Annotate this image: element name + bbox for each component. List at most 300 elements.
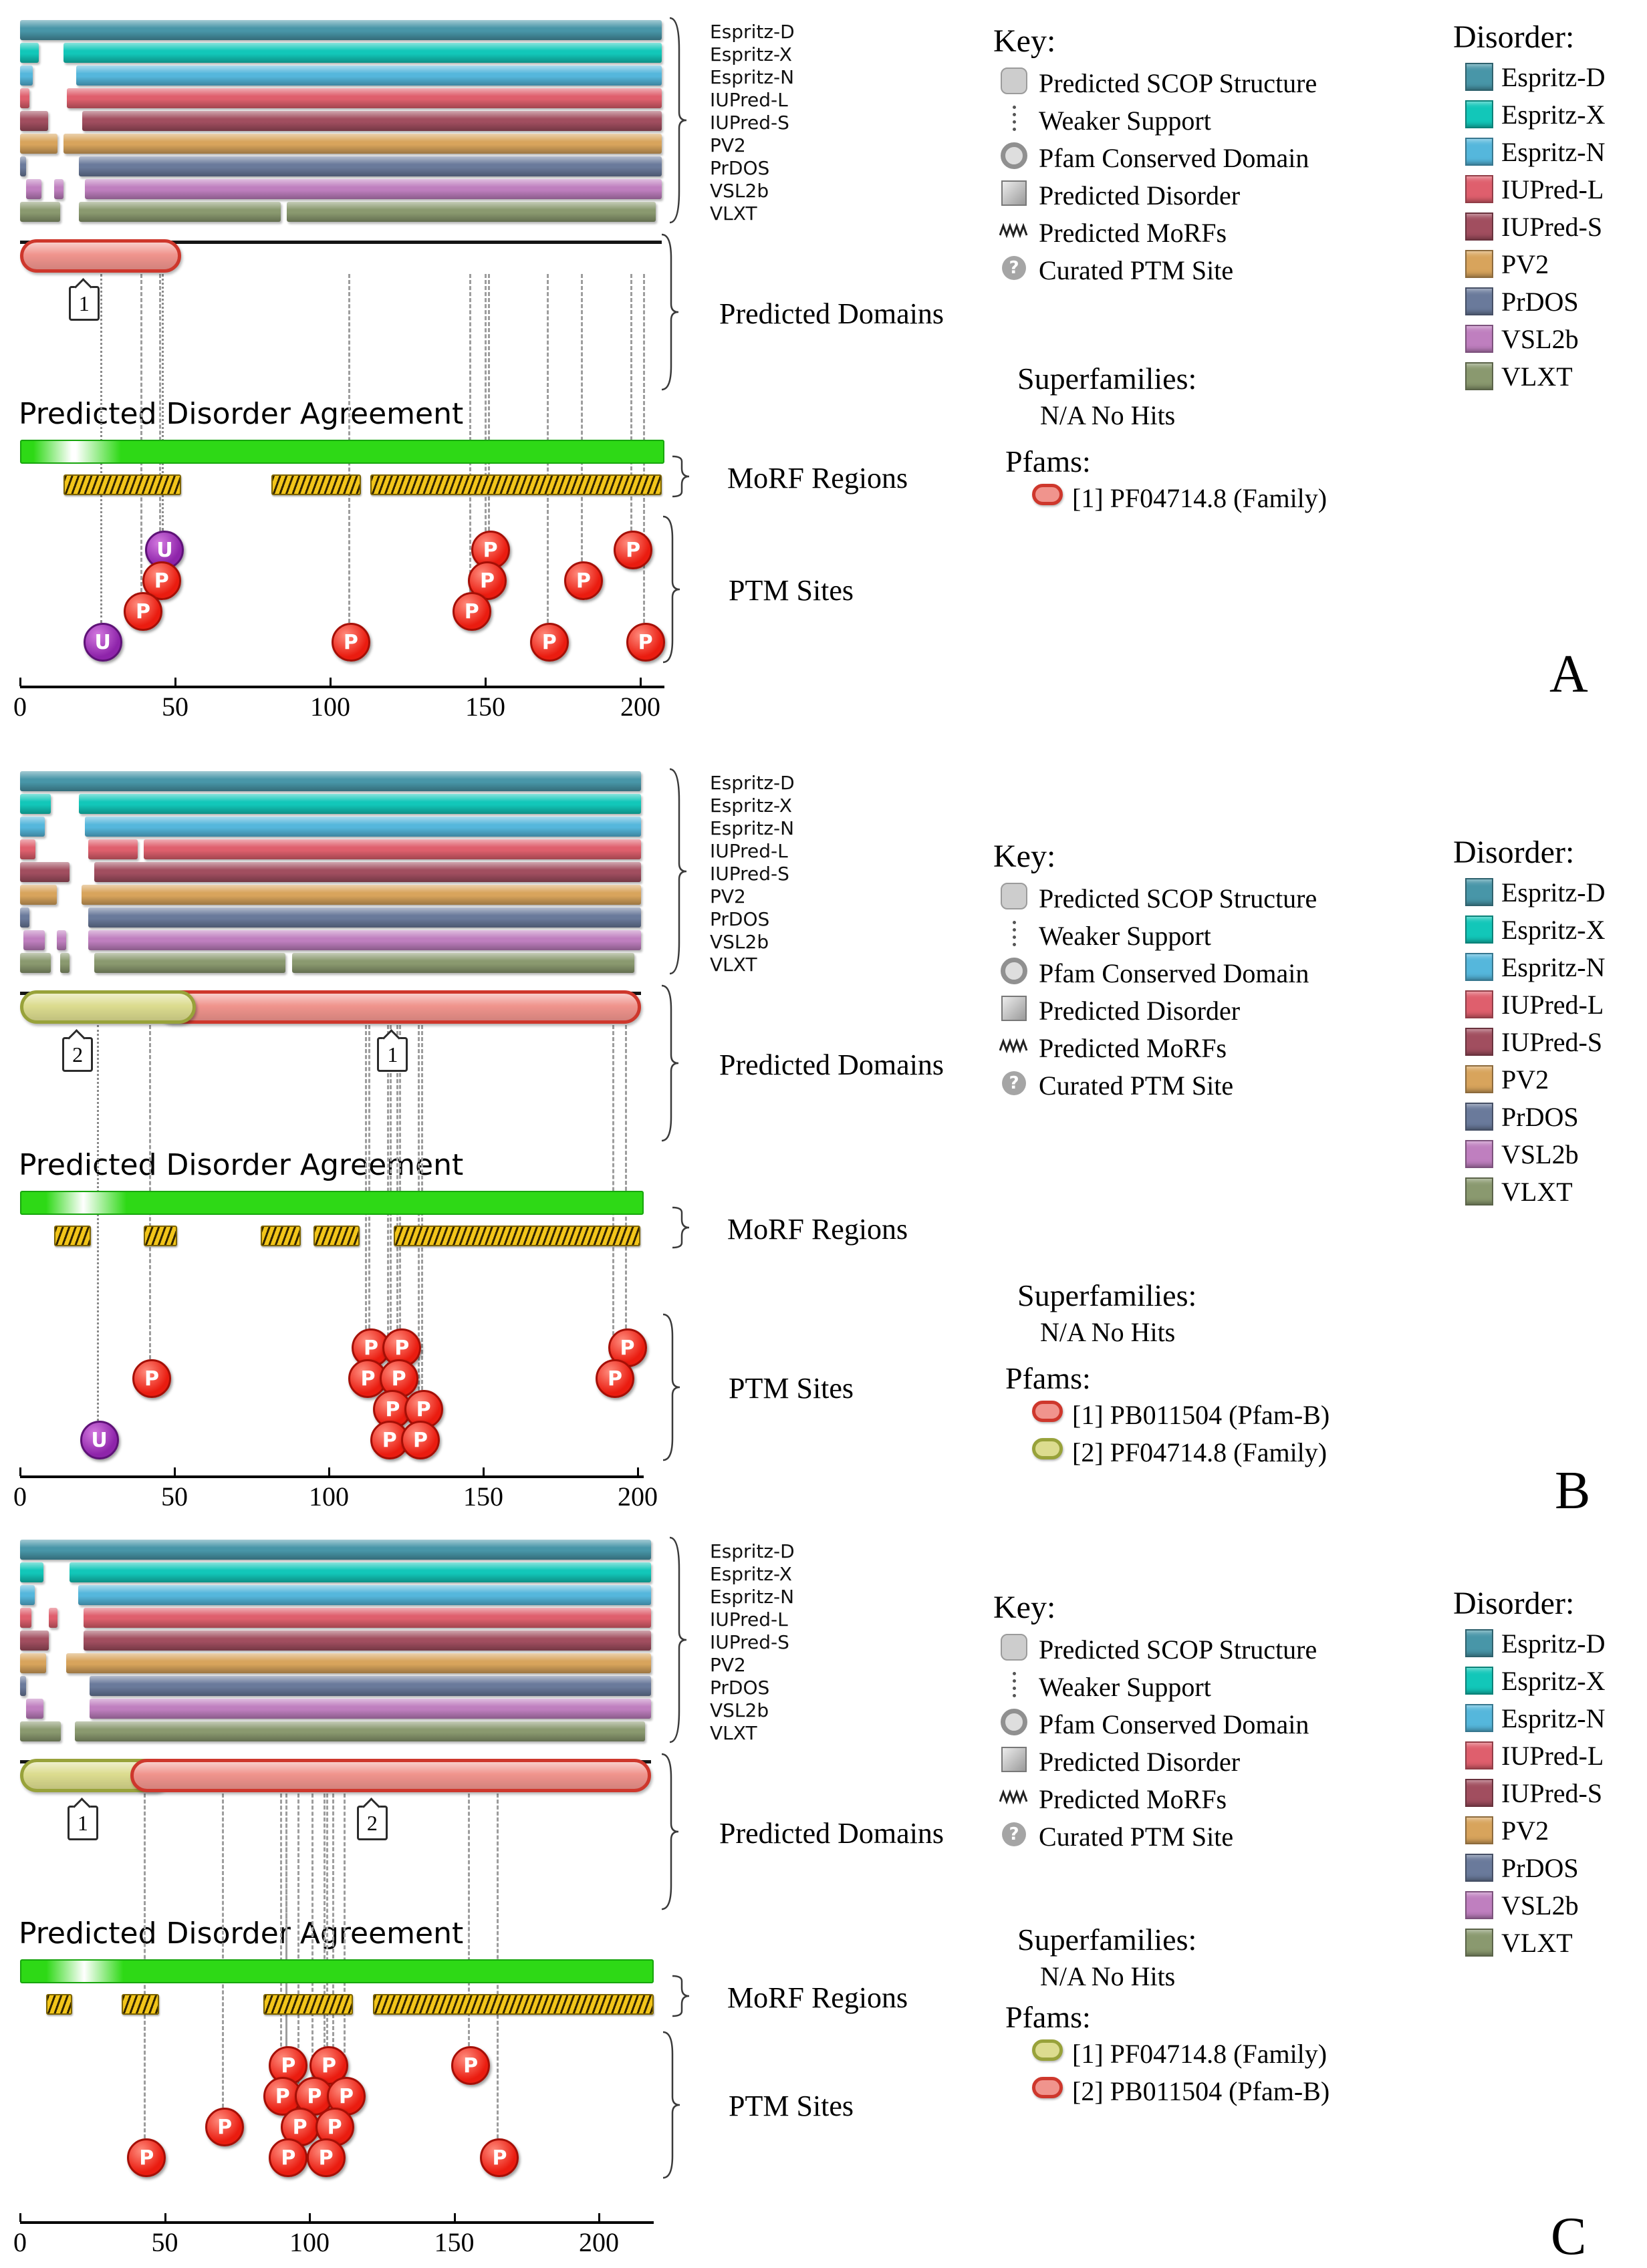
disorder-legend-title: Disorder:: [1453, 19, 1575, 55]
disorder-legend-title: Disorder:: [1453, 1586, 1575, 1621]
track-segment-VSL2b: [23, 930, 45, 950]
disorder-legend-swatch-VLXT: [1465, 362, 1493, 390]
track-segment-Espritz-N: [85, 817, 641, 837]
ptm-site-P: P: [205, 2108, 244, 2146]
track-segment-PrDOS: [20, 907, 29, 928]
track-label-VSL2b: VSL2b: [710, 180, 769, 202]
morf-regions-label: MoRF Regions: [727, 462, 908, 494]
panel-letter-A: A: [1549, 645, 1588, 704]
track-segment-Espritz-D: [20, 20, 662, 40]
morf-bar: [263, 1994, 353, 2015]
panel-B: [0, 763, 1647, 1537]
predicted-disorder-icon: [999, 178, 1029, 208]
superfamilies-value: N/A No Hits: [1040, 400, 1176, 430]
morf-bar: [271, 474, 361, 495]
morf-zigzag-shape: [999, 1038, 1029, 1053]
disorder-legend-swatch-IUPred-S: [1465, 212, 1493, 241]
pfam-item-label: [2] PB011504 (Pfam-B): [1072, 2076, 1330, 2106]
pfams-title: Pfams:: [1005, 1361, 1091, 1395]
disorder-agreement-bar: [20, 1191, 644, 1215]
track-label-PV2: PV2: [710, 885, 746, 907]
ptm-site-icon: [999, 253, 1029, 283]
predicted-disorder-shape: [1001, 996, 1027, 1021]
track-segment-VSL2b: [26, 179, 41, 199]
predicted-disorder-icon: [999, 993, 1029, 1024]
ptm-site-P: P: [382, 1328, 421, 1367]
morf-bar: [64, 474, 181, 495]
track-label-Espritz-X: Espritz-X: [710, 795, 792, 817]
track-segment-VLXT: [94, 953, 285, 973]
agreement-title: Predicted Disorder Agreement: [19, 1148, 464, 1182]
ptm-connector-line: [581, 274, 583, 561]
axis-tick: [485, 678, 487, 686]
disorder-legend-swatch-IUPred-S: [1465, 1028, 1493, 1056]
track-segment-Espritz-X: [20, 794, 51, 814]
key-item-label: Curated PTM Site: [1039, 1822, 1234, 1852]
disorder-legend-label: PV2: [1501, 1816, 1549, 1846]
disorder-legend-label: Espritz-D: [1501, 62, 1606, 92]
track-label-IUPred-S: IUPred-S: [710, 863, 789, 885]
ptm-site-P: P: [332, 623, 370, 662]
axis-tick: [454, 2213, 456, 2222]
key-item-label: Predicted Disorder: [1039, 996, 1241, 1026]
axis-tick-label: 50: [162, 692, 188, 722]
axis-tick-label: 0: [13, 1481, 27, 1512]
track-segment-Espritz-N: [78, 1585, 651, 1605]
key-item-label: Weaker Support: [1039, 106, 1211, 136]
domain-tag-2: [62, 1037, 93, 1072]
morf-icon: [999, 215, 1029, 246]
weaker-support-shape: [1013, 1672, 1016, 1697]
domain-pill-1: [156, 990, 640, 1024]
disorder-legend-swatch-PrDOS: [1465, 287, 1493, 315]
domain-tag-2: [357, 1806, 388, 1840]
scop-structure-shape: [1001, 67, 1027, 94]
ptm-site-P: P: [370, 1421, 409, 1459]
disorder-legend-swatch-IUPred-L: [1465, 990, 1493, 1018]
morf-brace: [668, 1206, 691, 1250]
morf-bar: [261, 1226, 300, 1246]
track-segment-PV2: [66, 1653, 651, 1673]
ptm-site-P: P: [309, 2046, 348, 2085]
track-segment-VLXT: [60, 953, 70, 973]
domains-brace: [658, 984, 680, 1143]
ptm-connector-line: [159, 274, 161, 561]
ptm-site-P: P: [530, 623, 569, 662]
domain-tag-number: 2: [366, 1810, 378, 1835]
x-axis-line: [20, 1475, 644, 1478]
ptm-site-U: U: [145, 531, 184, 569]
key-item-label: Predicted MoRFs: [1039, 1784, 1227, 1814]
domains-brace: [658, 1752, 680, 1911]
ptm-site-P: P: [132, 1359, 171, 1398]
predicted-domains-label: Predicted Domains: [719, 1048, 944, 1081]
ptm-connector-line: [469, 274, 471, 592]
disorder-legend-swatch-PV2: [1465, 1065, 1493, 1093]
pfam-domain-icon: [999, 1707, 1029, 1737]
disorder-legend-label: IUPred-L: [1501, 174, 1604, 204]
track-segment-Espritz-N: [20, 817, 45, 837]
ptm-connector-line: [311, 1794, 313, 2077]
predicted-disorder-icon: [999, 1744, 1029, 1775]
pfam-marker-olive: [1032, 2039, 1063, 2061]
key-item-label: Predicted Disorder: [1039, 1747, 1241, 1777]
track-segment-IUPred-L: [67, 88, 662, 108]
ptm-site-shape: ?: [1002, 1071, 1026, 1095]
morf-regions-label: MoRF Regions: [727, 1981, 908, 2014]
disorder-legend-swatch-PrDOS: [1465, 1103, 1493, 1131]
track-segment-PrDOS: [88, 907, 641, 928]
ptm-site-icon: [999, 1819, 1029, 1850]
track-segment-IUPred-L: [20, 88, 29, 108]
axis-tick: [19, 678, 21, 686]
disorder-legend-swatch-Espritz-N: [1465, 138, 1493, 166]
disorder-legend-swatch-PrDOS: [1465, 1854, 1493, 1882]
ptm-site-icon: [999, 1068, 1029, 1099]
track-label-IUPred-L: IUPred-L: [710, 1608, 788, 1631]
axis-tick: [19, 2213, 21, 2222]
x-axis-line: [20, 2221, 654, 2224]
disorder-legend-label: IUPred-S: [1501, 1027, 1603, 1057]
agreement-title: Predicted Disorder Agreement: [19, 1917, 464, 1951]
key-item-label: Curated PTM Site: [1039, 1071, 1234, 1101]
pfam-domain-icon: [999, 140, 1029, 171]
ptm-site-P: P: [373, 1390, 412, 1429]
ptm-brace: [659, 2030, 682, 2180]
axis-tick-label: 100: [310, 692, 350, 722]
disorder-legend-label: IUPred-S: [1501, 1778, 1603, 1808]
superfamilies-title: Superfamilies:: [1017, 362, 1197, 396]
ptm-site-P: P: [626, 623, 665, 662]
disorder-legend-label: Espritz-X: [1501, 100, 1606, 130]
axis-tick: [483, 1467, 485, 1476]
ptm-site-P: P: [608, 1328, 647, 1367]
domain-tag-number: 2: [72, 1042, 84, 1067]
axis-tick: [164, 2213, 166, 2222]
pfam-marker-red: [1032, 2077, 1063, 2098]
track-segment-PV2: [64, 134, 662, 154]
key-item-label: Predicted MoRFs: [1039, 1033, 1227, 1063]
disorder-legend-label: VLXT: [1501, 1177, 1573, 1207]
track-label-Espritz-N: Espritz-N: [710, 817, 795, 839]
track-label-VLXT: VLXT: [710, 1722, 757, 1744]
track-segment-PV2: [82, 885, 640, 905]
ptm-site-P: P: [614, 531, 652, 569]
weaker-support-shape: [1013, 106, 1016, 131]
track-label-PrDOS: PrDOS: [710, 157, 770, 179]
ptm-connector-line: [140, 274, 142, 592]
track-segment-IUPred-S: [20, 1631, 49, 1651]
morf-icon: [999, 1782, 1029, 1812]
key-item-label: Predicted SCOP Structure: [1039, 883, 1317, 913]
disorder-legend-label: VSL2b: [1501, 1890, 1579, 1921]
pfam-item-label: [1] PF04714.8 (Family): [1072, 483, 1327, 513]
panel-C: [0, 1532, 1647, 2268]
tracks-brace: [666, 1536, 688, 1744]
ptm-site-P: P: [380, 1359, 418, 1398]
track-label-IUPred-S: IUPred-S: [710, 1631, 789, 1653]
track-label-PV2: PV2: [710, 134, 746, 156]
track-label-PrDOS: PrDOS: [710, 908, 770, 930]
morf-regions-label: MoRF Regions: [727, 1213, 908, 1246]
track-segment-Espritz-X: [70, 1562, 651, 1582]
disorder-legend-label: Espritz-N: [1501, 137, 1606, 167]
track-segment-IUPred-S: [84, 1631, 651, 1651]
pfam-domain-icon: [999, 956, 1029, 986]
domain-tag-1: [377, 1037, 408, 1072]
track-label-Espritz-X: Espritz-X: [710, 1563, 792, 1585]
track-label-Espritz-D: Espritz-D: [710, 1540, 795, 1562]
pfam-domain-shape: [1001, 142, 1027, 169]
track-segment-IUPred-S: [82, 111, 662, 131]
domain-tag-number: 1: [77, 1810, 88, 1835]
superfamilies-value: N/A No Hits: [1040, 1961, 1176, 1991]
disorder-legend-label: VSL2b: [1501, 324, 1579, 354]
agreement-title: Predicted Disorder Agreement: [19, 397, 464, 431]
track-segment-Espritz-D: [20, 771, 641, 791]
ptm-site-P: P: [348, 1359, 387, 1398]
axis-tick-label: 200: [618, 1481, 658, 1512]
key-item-label: Pfam Conserved Domain: [1039, 143, 1309, 173]
disorder-legend-swatch-VSL2b: [1465, 325, 1493, 353]
domain-tag-1: [69, 286, 100, 321]
tracks-brace: [666, 767, 688, 976]
track-segment-IUPred-L: [49, 1608, 57, 1628]
axis-tick-label: 200: [620, 692, 660, 722]
ptm-site-P: P: [127, 2138, 166, 2177]
weaker-support-icon: [999, 103, 1029, 134]
track-label-VLXT: VLXT: [710, 202, 757, 225]
axis-tick: [174, 1467, 176, 1476]
track-segment-VLXT: [79, 202, 281, 222]
key-title: Key:: [993, 23, 1056, 59]
axis-tick-label: 150: [465, 692, 505, 722]
disorder-legend-title: Disorder:: [1453, 835, 1575, 870]
disorder-legend-label: Espritz-X: [1501, 915, 1606, 945]
track-segment-PV2: [20, 134, 57, 154]
ptm-site-P: P: [468, 561, 507, 600]
key-item-label: Predicted SCOP Structure: [1039, 68, 1317, 98]
morf-bar: [313, 1226, 360, 1246]
weaker-support-icon: [999, 1669, 1029, 1700]
disorder-legend-swatch-IUPred-S: [1465, 1779, 1493, 1807]
disorder-legend-label: PrDOS: [1501, 287, 1579, 317]
ptm-site-P: P: [453, 592, 491, 631]
key-item-label: Curated PTM Site: [1039, 255, 1234, 285]
ptm-connector-line: [418, 1025, 420, 1421]
ptm-connector-line: [344, 1794, 346, 2077]
disorder-legend-swatch-PV2: [1465, 250, 1493, 278]
ptm-site-P: P: [327, 2077, 366, 2116]
domain-pill-1: [20, 239, 181, 273]
track-segment-IUPred-L: [88, 839, 138, 859]
morf-brace: [668, 1974, 691, 2018]
ptm-site-P: P: [451, 2046, 490, 2085]
weaker-support-shape: [1013, 921, 1016, 946]
ptm-site-P: P: [596, 1359, 634, 1398]
key-item-label: Pfam Conserved Domain: [1039, 1709, 1309, 1739]
track-segment-IUPred-L: [144, 839, 641, 859]
disorder-legend-label: VSL2b: [1501, 1139, 1579, 1169]
disorder-legend-swatch-VLXT: [1465, 1929, 1493, 1957]
ptm-connector-line: [280, 1794, 282, 2077]
ptm-sites-label: PTM Sites: [729, 2090, 854, 2122]
track-segment-Espritz-X: [79, 794, 641, 814]
disorder-legend-swatch-Espritz-D: [1465, 63, 1493, 91]
axis-tick-label: 0: [13, 2227, 27, 2257]
panel-letter-C: C: [1551, 2207, 1587, 2266]
scop-structure-shape: [1001, 1634, 1027, 1661]
ptm-connector-line: [222, 1794, 224, 2108]
axis-tick: [637, 1467, 639, 1476]
ptm-site-shape: ?: [1002, 256, 1026, 280]
ptm-connector-line: [485, 274, 487, 561]
morf-bar: [394, 1226, 640, 1246]
ptm-site-P: P: [142, 561, 181, 600]
x-axis-line: [20, 686, 664, 688]
track-label-VLXT: VLXT: [710, 954, 757, 976]
weaker-support-icon: [999, 918, 1029, 949]
axis-tick-label: 200: [579, 2227, 619, 2257]
ptm-site-U: U: [80, 1421, 119, 1459]
track-label-Espritz-X: Espritz-X: [710, 43, 792, 65]
track-segment-Espritz-N: [20, 1585, 35, 1605]
scop-structure-icon: [999, 881, 1029, 911]
axis-tick: [330, 678, 332, 686]
disorder-legend-swatch-Espritz-X: [1465, 915, 1493, 944]
axis-tick-label: 0: [13, 692, 27, 722]
ptm-connector-line: [625, 1025, 627, 1328]
axis-tick-label: 50: [161, 1481, 188, 1512]
pfam-item-label: [1] PB011504 (Pfam-B): [1072, 1400, 1330, 1430]
morf-brace: [668, 454, 691, 499]
domain-tag-number: 1: [387, 1042, 398, 1067]
key-item-label: Weaker Support: [1039, 1672, 1211, 1702]
disorder-legend-swatch-Espritz-N: [1465, 953, 1493, 981]
pfam-item-label: [2] PF04714.8 (Family): [1072, 1437, 1327, 1467]
disorder-legend-swatch-Espritz-X: [1465, 1667, 1493, 1695]
track-label-IUPred-L: IUPred-L: [710, 840, 788, 862]
disorder-legend-label: IUPred-L: [1501, 1741, 1604, 1771]
morf-bar: [46, 1994, 72, 2015]
disorder-agreement-bar: [20, 440, 664, 464]
disorder-legend-label: Espritz-D: [1501, 1628, 1606, 1659]
track-segment-Espritz-X: [20, 43, 39, 63]
track-segment-VSL2b: [85, 179, 662, 199]
disorder-legend-label: Espritz-N: [1501, 952, 1606, 982]
disorder-legend-swatch-Espritz-X: [1465, 100, 1493, 128]
disorder-legend-label: Espritz-X: [1501, 1666, 1606, 1696]
track-segment-IUPred-S: [20, 111, 48, 131]
ptm-site-U: U: [84, 623, 122, 662]
ptm-sites-label: PTM Sites: [729, 1372, 854, 1405]
axis-tick: [309, 2213, 311, 2222]
disorder-legend-swatch-PV2: [1465, 1816, 1493, 1844]
ptm-site-P: P: [269, 2046, 307, 2085]
panel-A: [0, 12, 1647, 747]
axis-tick-label: 100: [289, 2227, 330, 2257]
track-segment-VSL2b: [88, 930, 641, 950]
track-segment-IUPred-S: [20, 862, 70, 882]
disorder-legend-label: PrDOS: [1501, 1853, 1579, 1883]
superfamilies-title: Superfamilies:: [1017, 1923, 1197, 1957]
disorder-legend-swatch-Espritz-N: [1465, 1704, 1493, 1732]
track-segment-VLXT: [20, 202, 60, 222]
key-title: Key:: [993, 1590, 1056, 1625]
morf-bar: [373, 1994, 654, 2015]
track-segment-VLXT: [287, 202, 656, 222]
key-title: Key:: [993, 839, 1056, 874]
track-label-PV2: PV2: [710, 1654, 746, 1676]
disorder-legend-label: PV2: [1501, 249, 1549, 279]
track-segment-VLXT: [292, 953, 635, 973]
disorder-legend-swatch-VSL2b: [1465, 1140, 1493, 1168]
morf-icon: [999, 1030, 1029, 1061]
key-item-label: Predicted MoRFs: [1039, 218, 1227, 248]
track-label-Espritz-N: Espritz-N: [710, 66, 795, 88]
track-label-VSL2b: VSL2b: [710, 1699, 769, 1721]
domain-pill-2: [20, 990, 196, 1024]
axis-tick: [598, 2213, 600, 2222]
ptm-site-P: P: [263, 2077, 302, 2116]
predicted-domains-label: Predicted Domains: [719, 1817, 944, 1850]
ptm-site-P: P: [352, 1328, 390, 1367]
axis-tick-label: 100: [309, 1481, 349, 1512]
key-item-label: Predicted Disorder: [1039, 180, 1241, 210]
ptm-site-P: P: [269, 2138, 307, 2177]
ptm-site-P: P: [315, 2108, 354, 2146]
track-segment-VSL2b: [57, 930, 66, 950]
ptm-site-shape: ?: [1002, 1822, 1026, 1846]
ptm-site-P: P: [471, 531, 510, 569]
disorder-legend-label: PrDOS: [1501, 1102, 1579, 1132]
track-segment-VLXT: [20, 1721, 61, 1741]
ptm-sites-label: PTM Sites: [729, 574, 854, 607]
ptm-site-P: P: [281, 2108, 320, 2146]
disorder-legend-label: Espritz-D: [1501, 877, 1606, 907]
domain-tag-number: 1: [78, 291, 90, 315]
pfam-item-label: [1] PF04714.8 (Family): [1072, 2039, 1327, 2069]
track-label-Espritz-N: Espritz-N: [710, 1586, 795, 1608]
disorder-legend-label: VLXT: [1501, 1928, 1573, 1958]
morf-bar: [122, 1994, 159, 2015]
ptm-site-P: P: [404, 1390, 443, 1429]
ptm-connector-line: [368, 1025, 370, 1328]
ptm-site-P: P: [124, 592, 162, 631]
predicted-disorder-shape: [1001, 180, 1027, 206]
domain-tag-1: [68, 1806, 98, 1840]
morf-zigzag-shape: [999, 1790, 1029, 1804]
pfams-title: Pfams:: [1005, 2000, 1091, 2034]
disorder-legend-swatch-IUPred-L: [1465, 175, 1493, 203]
disorder-legend-swatch-VLXT: [1465, 1177, 1493, 1206]
disorder-legend-swatch-Espritz-D: [1465, 1629, 1493, 1657]
track-segment-VSL2b: [90, 1699, 651, 1719]
disorder-legend-label: IUPred-L: [1501, 990, 1604, 1020]
axis-tick: [328, 1467, 330, 1476]
pfam-domain-shape: [1001, 1709, 1027, 1735]
track-segment-IUPred-S: [94, 862, 641, 882]
track-segment-PrDOS: [79, 156, 662, 176]
track-label-IUPred-L: IUPred-L: [710, 89, 788, 111]
domain-pill-2: [130, 1759, 651, 1792]
disorder-legend-swatch-Espritz-D: [1465, 878, 1493, 906]
scop-structure-icon: [999, 1632, 1029, 1663]
ptm-connector-line: [97, 1025, 99, 1421]
scop-structure-icon: [999, 65, 1029, 96]
superfamilies-title: Superfamilies:: [1017, 1278, 1197, 1312]
track-segment-Espritz-N: [76, 65, 662, 86]
